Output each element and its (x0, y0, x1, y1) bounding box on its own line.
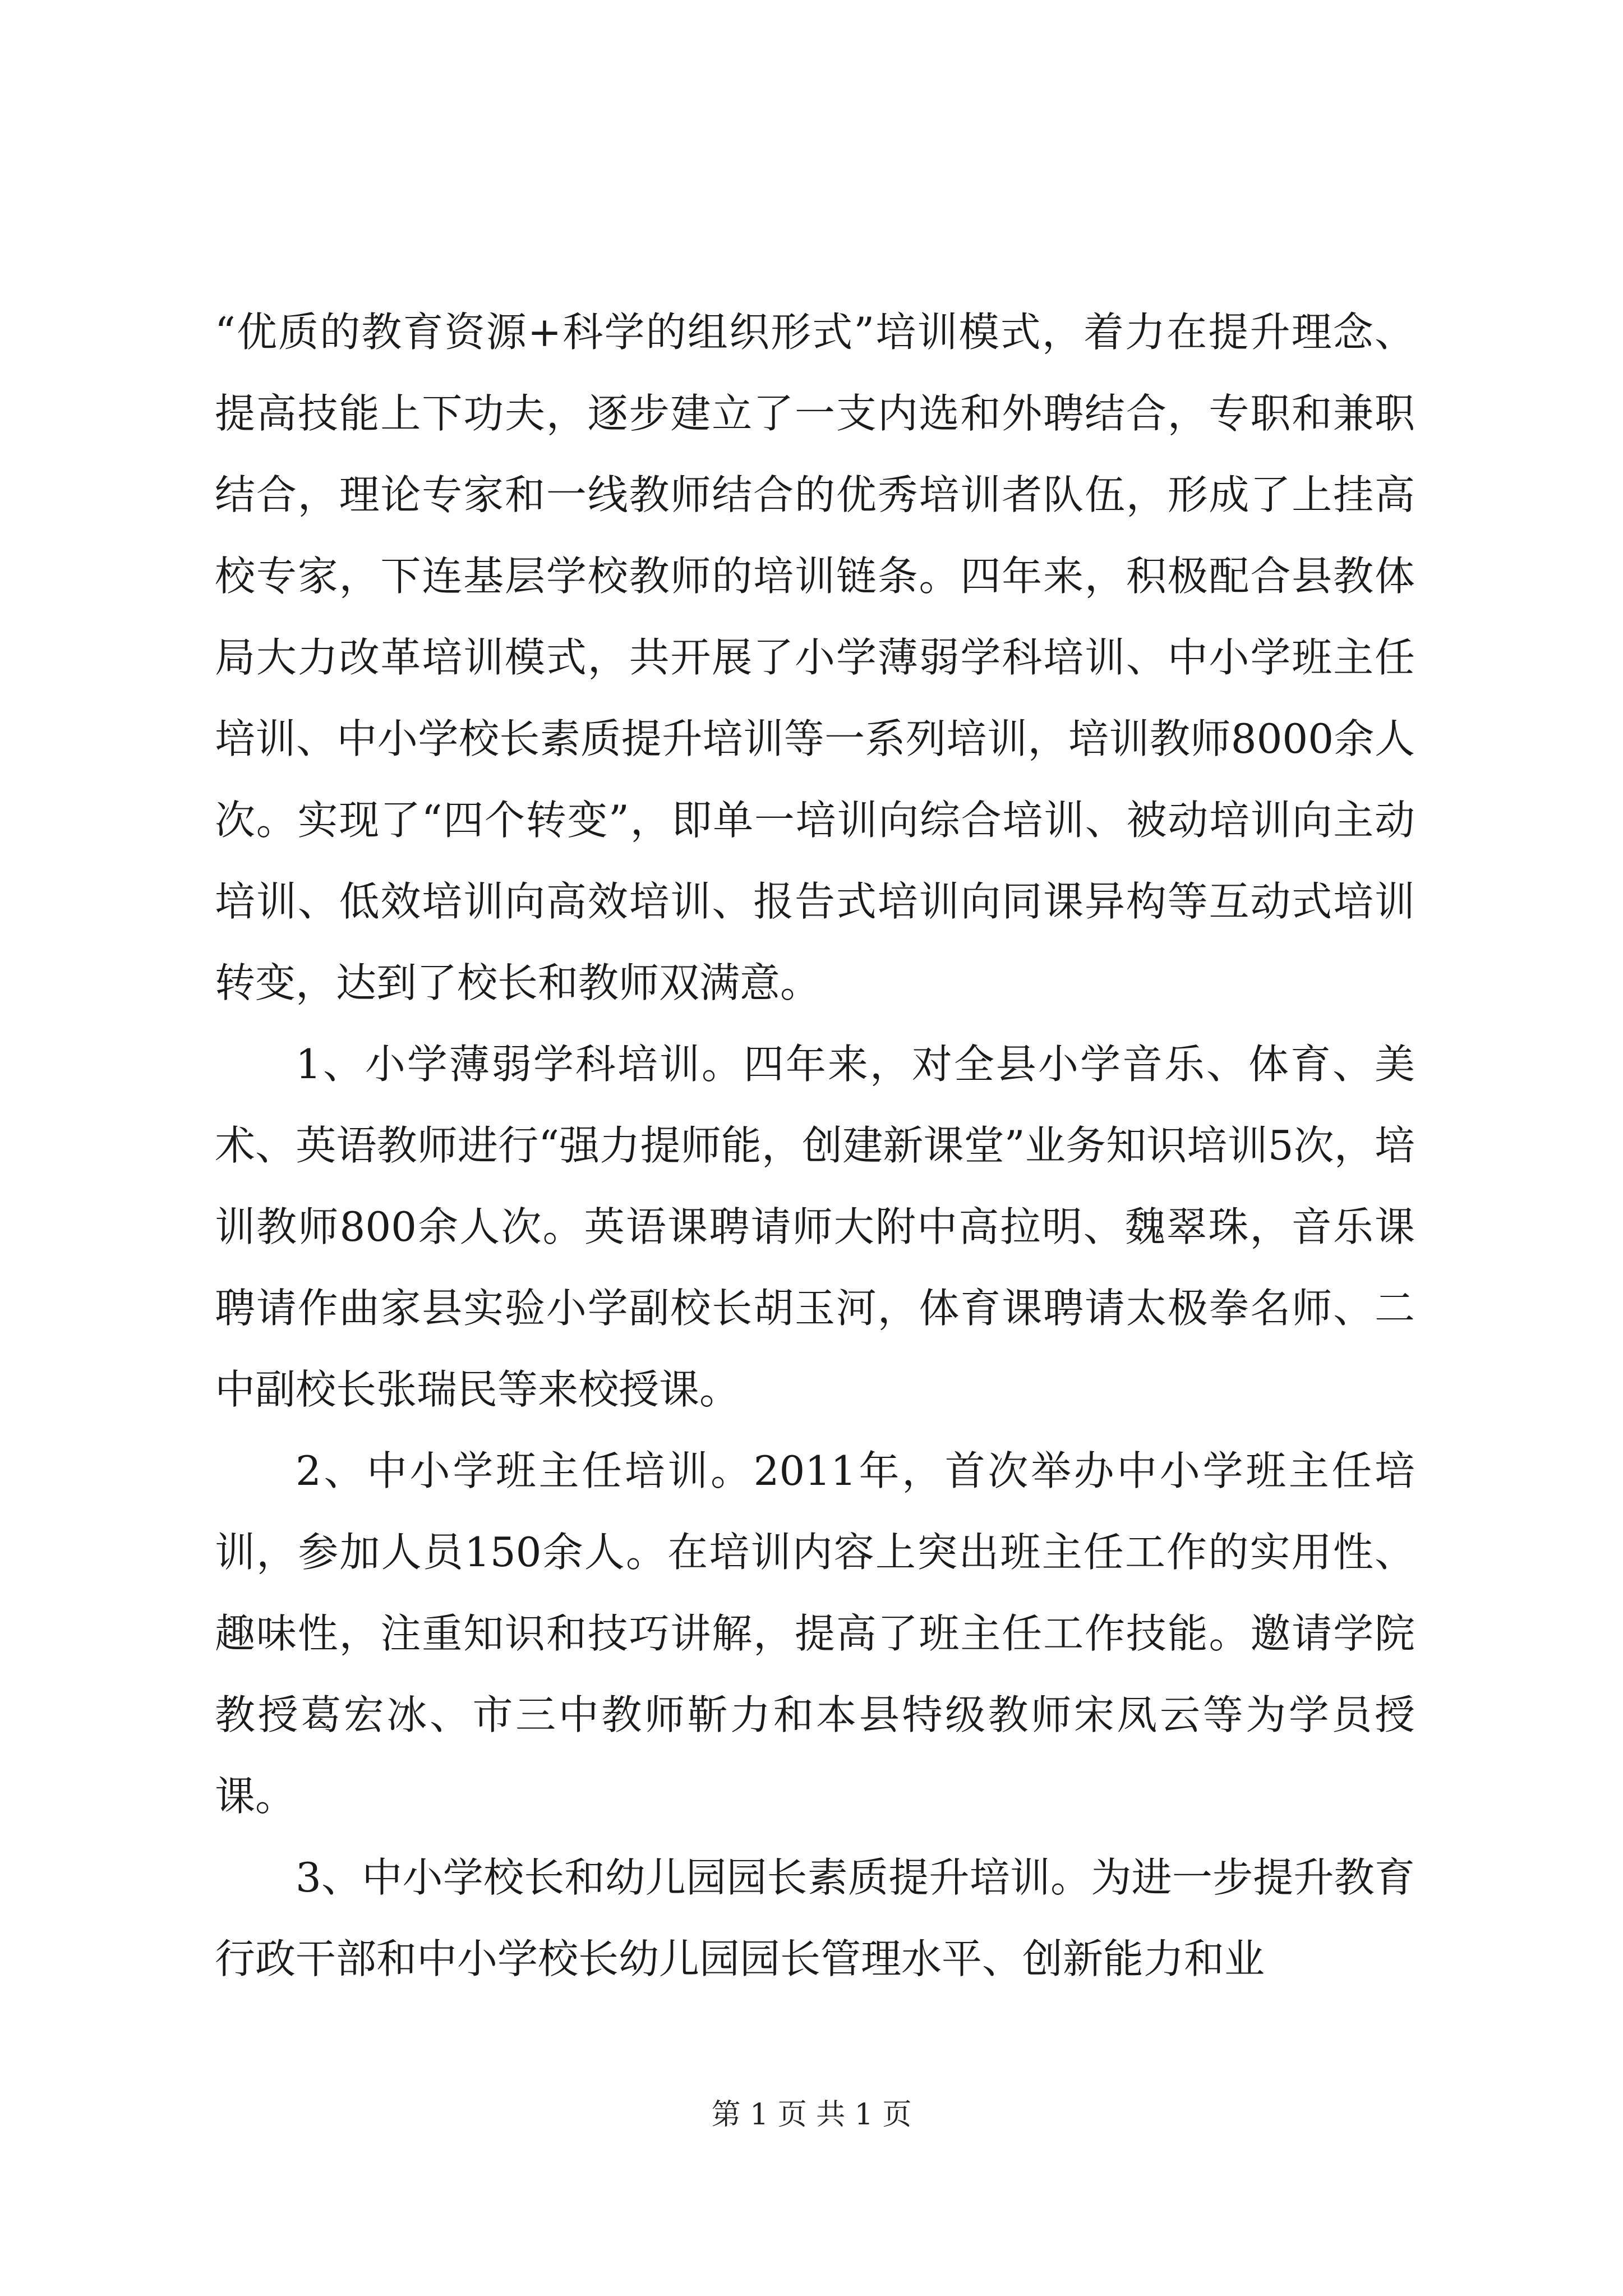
page-footer: 第 1 页 共 1 页 (711, 2098, 912, 2132)
paragraph-item-2: 2、中小学班主任培训。2011年，首次举办中小学班主任培训，参加人员150余人。在培训内容上突出班主任工作的实用性、趣味性，注重知识和技巧讲解，提高了班主任工作技能。邀请学院教授葛宏冰、市三中教师靳力和本县特级教师宋凤云等为学员授课。 (215, 1447, 1415, 1820)
document-body (215, 292, 1415, 2000)
paragraph-intro: “优质的教育资源+科学的组织形式”培训模式，着力在提升理念、提高技能上下功夫，逐步建立了一支内选和外聘结合，专职和兼职结合，理论专家和一线教师结合的优秀培训者队伍，形成了上挂高校专家，下连基层学校教师的培训链条。四年来，积极配合县教体局大力改革培训模式，共开展了小学薄弱学科培训、中小学班主任培训、中小学校长素质提升培训等一系列培训，培训教师8000余人次。实现了“四个转变”，即单一培训向综合培训、被动培训向主动培训、低效培训向高效培训、报告式培训向同课异构等互动式培训转变，达到了校长和教师双满意。 (215, 309, 1415, 1006)
paragraph-item-3: 3、中小学校长和幼儿园园长素质提升培训。为进一步提升教育行政干部和中小学校长幼儿园园长管理水平、创新能力和业 (215, 1854, 1415, 1982)
paragraph-item-1: 1、小学薄弱学科培训。四年来，对全县小学音乐、体育、美术、英语教师进行“强力提师能，创建新课堂”业务知识培训5次，培训教师800余人次。英语课聘请师大附中高拉明、魏翠珠，音乐课聘请作曲家县实验小学副校长胡玉河，体育课聘请太极拳名师、二中副校长张瑞民等来校授课。 (215, 1041, 1415, 1413)
